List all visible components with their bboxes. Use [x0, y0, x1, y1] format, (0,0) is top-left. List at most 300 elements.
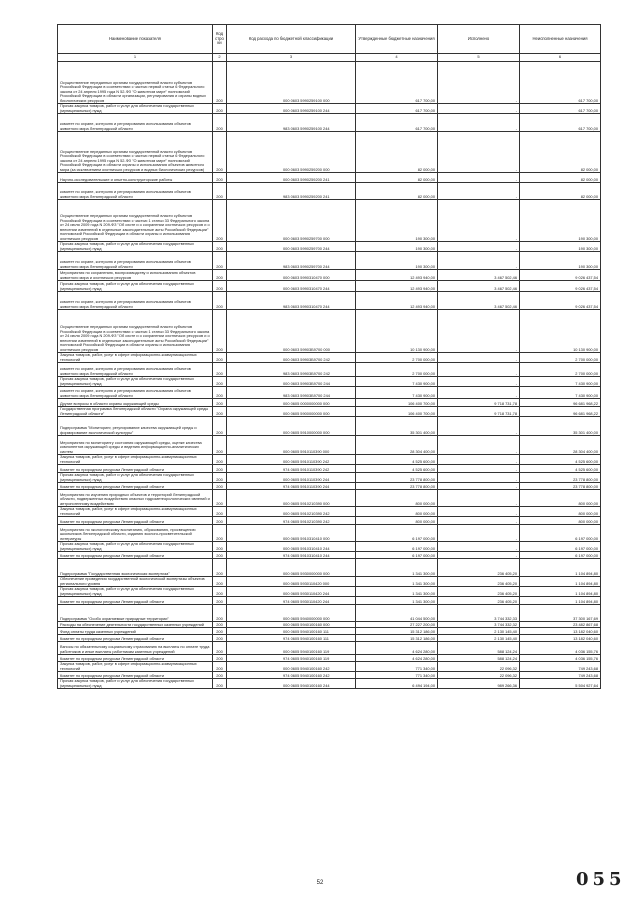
row-line-code: 200 [213, 353, 227, 363]
row-executed-amount: 989 266,36 [438, 679, 520, 689]
row-budget-code: 000 0605 5930110420 244 [227, 587, 356, 597]
column-number: 2 [213, 54, 227, 62]
row-approved-amount: 1 341 300,00 [356, 559, 438, 577]
row-budget-code: 000 0603 59903Б9700 244 [227, 377, 356, 387]
row-name: Прочая закупка товаров, работ и услуг для обеспечения государственных (муниципальных) нужд [58, 281, 213, 292]
row-unexecuted-amount: 96 681 968,22 [520, 407, 601, 417]
row-line-code: 200 [213, 655, 227, 662]
row-budget-code: 000 0605 5940000000 000 [227, 605, 356, 622]
row-budget-code: 983 0603 5990259100 244 [227, 114, 356, 132]
row-name: комитет по охране, контролю и регулированию использования объектов животного мира Ленинградской области [58, 114, 213, 132]
row-unexecuted-amount: 13 182 040,60 [520, 635, 601, 642]
row-approved-amount: 10 130 900,00 [356, 310, 438, 353]
row-executed-amount: - [438, 525, 520, 542]
row-approved-amount: 82 000,00 [356, 183, 438, 200]
row-executed-amount: 588 124,24 [438, 655, 520, 662]
row-name: Мероприятия по изучению природных объектов и территорий Ленинградской области, подверженных воздействию опасных гидрометеорологических явлений и антропогенному воздействию [58, 490, 213, 507]
row-name: Комитет по природным ресурсам Ленинградской области [58, 517, 213, 525]
table-row [58, 473, 601, 483]
row-budget-code: 974 0605 5930110420 244 [227, 597, 356, 605]
row-name: Мероприятия по мониторингу состояния окружающей среды, оценке качества компонентов окружающей среды и ведению информационно-аналитических систем [58, 436, 213, 455]
row-approved-amount: 1 341 300,00 [356, 577, 438, 587]
table-row [58, 587, 601, 597]
row-budget-code: 000 0605 5930110420 000 [227, 577, 356, 587]
row-line-code: 200 [213, 200, 227, 242]
row-budget-code: 000 0603 5990259700 000 [227, 200, 356, 242]
row-unexecuted-amount: 9 026 437,54 [520, 270, 601, 281]
row-executed-amount: - [438, 252, 520, 270]
row-executed-amount: - [438, 62, 520, 104]
row-executed-amount: - [438, 353, 520, 363]
row-budget-code: 000 0605 5900000000 000 [227, 407, 356, 417]
row-name: Обеспечение проведения государственной экологической экспертизы объектов регионального уровня [58, 577, 213, 587]
row-executed-amount: 22 096,32 [438, 662, 520, 672]
row-line-code: 200 [213, 679, 227, 689]
row-budget-code: 000 0605 5910210390 000 [227, 490, 356, 507]
table-row [58, 114, 601, 132]
table-row [58, 559, 601, 577]
row-name: Фонд оплаты труда казенных учреждений [58, 628, 213, 635]
row-budget-code: 000 0605 5910000000 000 [227, 417, 356, 436]
header-approved: Утвержденные бюджетные назначения [356, 25, 438, 54]
row-budget-code: 000 0603 59903Б9700 242 [227, 353, 356, 363]
row-unexecuted-amount: 4 036 155,76 [520, 655, 601, 662]
row-name: Прочая закупка товаров, работ и услуг для обеспечения государственных (муниципальных) нужд [58, 377, 213, 387]
row-name: Прочая закупка товаров, работ и услуг для обеспечения государственных (муниципальных) нужд [58, 679, 213, 689]
row-approved-amount: 4 525 600,00 [356, 455, 438, 465]
row-line-code: 200 [213, 310, 227, 353]
table-row [58, 104, 601, 114]
row-budget-code: 974 0605 5910210390 242 [227, 517, 356, 525]
row-executed-amount: - [438, 436, 520, 455]
row-name: комитет по охране, контролю и регулированию использования объектов животного мира Ленинградской области [58, 292, 213, 310]
row-approved-amount: 27 227 200,00 [356, 622, 438, 628]
row-line-code: 200 [213, 399, 227, 407]
row-executed-amount: 588 124,24 [438, 642, 520, 655]
row-approved-amount: 800 000,00 [356, 490, 438, 507]
table-row [58, 507, 601, 517]
table-row [58, 417, 601, 436]
row-name: Взносы по обязательному социальному страхованию на выплаты по оплате труда работников и иные выплаты работникам казенных учреждений [58, 642, 213, 655]
column-number: 6 [520, 54, 601, 62]
row-line-code: 200 [213, 173, 227, 183]
row-approved-amount: 6 197 000,00 [356, 525, 438, 542]
row-budget-code: 000 0605 5940100160 111 [227, 628, 356, 635]
row-name: Подпрограмма "Государственная экологическая экспертиза" [58, 559, 213, 577]
row-approved-amount: 7 430 900,00 [356, 377, 438, 387]
row-executed-amount: - [438, 490, 520, 507]
row-line-code: 200 [213, 387, 227, 399]
row-budget-code: 000 0603 5990259700 244 [227, 242, 356, 252]
table-row [58, 377, 601, 387]
row-budget-code: 983 0603 5990310470 244 [227, 292, 356, 310]
row-budget-code: 000 0603 5990259100 244 [227, 104, 356, 114]
table-header-row [58, 25, 601, 54]
row-name: Закупка товаров, работ, услуг в сфере информационно-коммуникационных технологий [58, 455, 213, 465]
row-name: Прочая закупка товаров, работ и услуг для обеспечения государственных (муниципальных) нужд [58, 473, 213, 483]
table-body [58, 54, 601, 689]
row-name: Осуществление переданных органам государственной власти субъектов Российской Федерации в соответствии с частью первой статьи 6 Федерального закона от 24 апреля 1995 года N 52-ФЗ "О животном мире" полномочий Российской Федерации в области организации, регулирования и охраны водных биологических ресурсов [58, 62, 213, 104]
row-budget-code: 983 0603 5990259200 241 [227, 183, 356, 200]
row-name: Прочая закупка товаров, работ и услуг для обеспечения государственных (муниципальных) нужд [58, 587, 213, 597]
table-row [58, 662, 601, 672]
table-row [58, 281, 601, 292]
row-unexecuted-amount: 6 197 000,00 [520, 542, 601, 552]
row-executed-amount: - [438, 183, 520, 200]
table-row [58, 242, 601, 252]
table-row [58, 436, 601, 455]
row-executed-amount: 3 744 332,33 [438, 605, 520, 622]
row-unexecuted-amount: 2 700 000,00 [520, 353, 601, 363]
row-budget-code: 974 0605 5910110390 242 [227, 465, 356, 473]
row-line-code: 200 [213, 628, 227, 635]
table-row [58, 292, 601, 310]
row-unexecuted-amount: 23 778 800,00 [520, 483, 601, 490]
row-executed-amount: - [438, 200, 520, 242]
row-approved-amount: 6 197 000,00 [356, 542, 438, 552]
row-line-code: 200 [213, 490, 227, 507]
row-executed-amount: - [438, 483, 520, 490]
row-executed-amount: 9 718 731,78 [438, 399, 520, 407]
row-line-code: 200 [213, 597, 227, 605]
table-row [58, 465, 601, 473]
row-approved-amount: 617 700,00 [356, 104, 438, 114]
row-name: Подпрограмма "Мониторинг, регулирование качества окружающей среды и формирование экологической культуры" [58, 417, 213, 436]
table-row [58, 525, 601, 542]
row-name: Осуществление переданных органам государственной власти субъектов Российской Федерации в соответствии с частью 1 статьи 33 Федерального закона от 24 июля 2009 года N 209-ФЗ "Об охоте и о сохранении охотничьих ресурсов и о внесении изменений в отдельные законодательные акты Российской Федерации" полномочий Российской Федерации в области охраны и использования охотничьих ресурсов [58, 200, 213, 242]
row-executed-amount: 22 096,32 [438, 672, 520, 679]
row-approved-amount: 15 312 186,00 [356, 628, 438, 635]
row-executed-amount: 236 405,20 [438, 597, 520, 605]
row-approved-amount: 41 044 500,00 [356, 605, 438, 622]
row-unexecuted-amount: 617 700,00 [520, 62, 601, 104]
row-name: Научно-исследовательские и опытно-конструкторские работы [58, 173, 213, 183]
row-budget-code: 974 0605 5910110390 244 [227, 483, 356, 490]
table-row [58, 62, 601, 104]
row-budget-code: 000 0603 5990310470 000 [227, 270, 356, 281]
column-number: 1 [58, 54, 213, 62]
row-unexecuted-amount: 800 000,00 [520, 490, 601, 507]
row-unexecuted-amount: 1 104 894,80 [520, 577, 601, 587]
row-budget-code: 000 0605 5940100160 119 [227, 642, 356, 655]
table-row [58, 517, 601, 525]
table-row [58, 483, 601, 490]
row-approved-amount: 4 624 280,00 [356, 642, 438, 655]
table-row [58, 635, 601, 642]
row-line-code: 200 [213, 517, 227, 525]
row-name: Расходы на обеспечение деятельности государственных казенных учреждений [58, 622, 213, 628]
budget-execution-table [57, 24, 601, 689]
row-unexecuted-amount: 7 430 900,00 [520, 387, 601, 399]
row-budget-code: 974 0605 5940100160 111 [227, 635, 356, 642]
row-line-code: 200 [213, 525, 227, 542]
row-unexecuted-amount: 96 681 968,22 [520, 399, 601, 407]
row-unexecuted-amount: 9 026 437,54 [520, 281, 601, 292]
row-unexecuted-amount: 2 700 000,00 [520, 363, 601, 377]
table-row [58, 672, 601, 679]
header-unexecuted: Неисполненные назначения [520, 25, 601, 54]
row-name: Осуществление переданных органам государственной власти субъектов Российской Федерации в соответствии с частью первой статьи 6 Федерального закона от 24 апреля 1995 года N 52-ФЗ "О животном мире" полномочий Российской Федерации в области охраны и использования объектов животного мира (за исключением охотничьих ресурсов и водных биологических ресурсов) [58, 132, 213, 173]
row-budget-code: 000 0605 5940100160 000 [227, 622, 356, 628]
row-name: Осуществление переданных органам государственной власти субъектов Российской Федерации в соответствии с частью 1 статьи 33 Федерального закона от 24 июля 2009 года N 209-ФЗ "Об охоте и о сохранении охотничьих ресурсов и о внесении изменений в отдельные законодательные акты Российской Федерации" полномочий Российской Федерации в области охраны и использования охотничьих ресурсов [58, 310, 213, 353]
table-row [58, 455, 601, 465]
table-row [58, 387, 601, 399]
row-budget-code: 000 0605 5910210390 242 [227, 507, 356, 517]
table-row [58, 399, 601, 407]
row-name: Комитет по природным ресурсам Ленинградской области [58, 483, 213, 490]
row-approved-amount: 15 312 186,00 [356, 635, 438, 642]
row-line-code: 200 [213, 559, 227, 577]
header-line-code: Код стро ки [213, 25, 227, 54]
row-unexecuted-amount: 28 304 400,00 [520, 436, 601, 455]
row-budget-code: 000 0603 5990259100 000 [227, 62, 356, 104]
row-unexecuted-amount: 190 300,00 [520, 200, 601, 242]
table-row [58, 183, 601, 200]
row-executed-amount: - [438, 377, 520, 387]
row-name: комитет по охране, контролю и регулированию использования объектов животного мира Ленинградской области [58, 387, 213, 399]
row-name: Закупка товаров, работ, услуг в сфере информационно-коммуникационных технологий [58, 662, 213, 672]
row-budget-code: 983 0603 5990259700 244 [227, 252, 356, 270]
header-name: Наименование показателя [58, 25, 213, 54]
row-name: Комитет по природным ресурсам Ленинградской области [58, 465, 213, 473]
row-budget-code: 000 0605 5910110390 244 [227, 473, 356, 483]
row-executed-amount: - [438, 363, 520, 377]
row-unexecuted-amount: 1 104 894,80 [520, 597, 601, 605]
row-line-code: 200 [213, 377, 227, 387]
row-approved-amount: 771 340,00 [356, 662, 438, 672]
row-name: комитет по охране, контролю и регулированию использования объектов животного мира Ленинградской области [58, 183, 213, 200]
row-approved-amount: 12 493 940,00 [356, 270, 438, 281]
row-name: Комитет по природным ресурсам Ленинградской области [58, 597, 213, 605]
column-number: 5 [438, 54, 520, 62]
row-unexecuted-amount: 6 197 000,00 [520, 552, 601, 559]
row-unexecuted-amount: 190 300,00 [520, 242, 601, 252]
row-name: Комитет по природным ресурсам Ленинградской области [58, 655, 213, 662]
row-approved-amount: 800 000,00 [356, 517, 438, 525]
row-name: Мероприятия по экологическому воспитанию, образованию, просвещению школьников Ленинградской области, изданию эколого-просветительской литературы [58, 525, 213, 542]
row-budget-code: 983 0603 59903Б9700 244 [227, 387, 356, 399]
row-line-code: 200 [213, 455, 227, 465]
row-unexecuted-amount: 4 525 600,00 [520, 465, 601, 473]
row-approved-amount: 82 000,00 [356, 173, 438, 183]
row-unexecuted-amount: 10 130 900,00 [520, 310, 601, 353]
row-unexecuted-amount: 4 525 600,00 [520, 455, 601, 465]
row-name: Прочая закупка товаров, работ и услуг для обеспечения государственных (муниципальных) нужд [58, 542, 213, 552]
table-row [58, 200, 601, 242]
row-approved-amount: 6 197 000,00 [356, 552, 438, 559]
column-number: 4 [356, 54, 438, 62]
row-line-code: 200 [213, 281, 227, 292]
table-row [58, 363, 601, 377]
row-executed-amount: 3 467 502,46 [438, 270, 520, 281]
row-approved-amount: 2 700 000,00 [356, 353, 438, 363]
row-executed-amount: - [438, 465, 520, 473]
row-line-code: 200 [213, 662, 227, 672]
row-unexecuted-amount: 6 197 000,00 [520, 525, 601, 542]
row-budget-code: 983 0603 59903Б9700 242 [227, 363, 356, 377]
row-approved-amount: 617 700,00 [356, 114, 438, 132]
row-budget-code: 000 0605 5940100160 244 [227, 679, 356, 689]
row-name: Другие вопросы в области охраны окружающей среды [58, 399, 213, 407]
table-row [58, 628, 601, 635]
row-line-code: 200 [213, 417, 227, 436]
row-budget-code: 000 0603 5990259200 000 [227, 132, 356, 173]
row-line-code: 200 [213, 292, 227, 310]
table-row [58, 605, 601, 622]
table-row [58, 542, 601, 552]
row-line-code: 200 [213, 132, 227, 173]
row-budget-code: 000 0603 5990310470 244 [227, 281, 356, 292]
row-approved-amount: 106 400 700,00 [356, 399, 438, 407]
row-executed-amount: - [438, 542, 520, 552]
row-unexecuted-amount: 82 000,00 [520, 173, 601, 183]
row-name: комитет по охране, контролю и регулированию использования объектов животного мира Ленинградской области [58, 363, 213, 377]
row-executed-amount: - [438, 552, 520, 559]
row-line-code: 200 [213, 507, 227, 517]
row-executed-amount: - [438, 242, 520, 252]
row-approved-amount: 2 700 000,00 [356, 363, 438, 377]
row-budget-code: 974 0605 5910310410 244 [227, 552, 356, 559]
row-name: Прочая закупка товаров, работ и услуг для обеспечения государственных (муниципальных) нужд [58, 242, 213, 252]
row-approved-amount: 23 778 800,00 [356, 473, 438, 483]
row-executed-amount: - [438, 417, 520, 436]
row-executed-amount: 236 405,20 [438, 587, 520, 597]
table-row [58, 552, 601, 559]
row-approved-amount: 1 341 300,00 [356, 587, 438, 597]
row-budget-code: 000 0603 59903Б9700 000 [227, 310, 356, 353]
row-approved-amount: 4 624 280,00 [356, 655, 438, 662]
table-row [58, 310, 601, 353]
table-row [58, 173, 601, 183]
row-executed-amount: - [438, 173, 520, 183]
row-line-code: 200 [213, 605, 227, 622]
row-unexecuted-amount: 35 301 400,00 [520, 417, 601, 436]
row-line-code: 200 [213, 183, 227, 200]
row-executed-amount: - [438, 455, 520, 465]
table-row [58, 679, 601, 689]
table-row [58, 252, 601, 270]
row-line-code: 200 [213, 242, 227, 252]
row-approved-amount: 7 430 900,00 [356, 387, 438, 399]
row-executed-amount: - [438, 517, 520, 525]
row-line-code: 200 [213, 270, 227, 281]
row-approved-amount: 82 000,00 [356, 132, 438, 173]
row-executed-amount: 3 467 502,46 [438, 292, 520, 310]
row-line-code: 200 [213, 465, 227, 473]
row-name: Комитет по природным ресурсам Ленинградской области [58, 672, 213, 679]
row-unexecuted-amount: 37 300 167,69 [520, 605, 601, 622]
row-executed-amount: - [438, 473, 520, 483]
row-line-code: 200 [213, 483, 227, 490]
table-row [58, 597, 601, 605]
row-unexecuted-amount: 23 482 867,68 [520, 622, 601, 628]
row-budget-code: 000 0605 5940100160 242 [227, 662, 356, 672]
row-executed-amount: - [438, 310, 520, 353]
row-approved-amount: 23 778 800,00 [356, 483, 438, 490]
row-line-code: 200 [213, 635, 227, 642]
row-executed-amount: - [438, 132, 520, 173]
row-line-code: 200 [213, 363, 227, 377]
row-executed-amount: 236 405,20 [438, 577, 520, 587]
row-unexecuted-amount: 1 104 894,80 [520, 559, 601, 577]
row-approved-amount: 12 493 940,00 [356, 292, 438, 310]
row-line-code: 200 [213, 577, 227, 587]
row-unexecuted-amount: 5 504 927,64 [520, 679, 601, 689]
row-unexecuted-amount: 13 182 040,60 [520, 628, 601, 635]
row-name: комитет по охране, контролю и регулированию использования объектов животного мира Ленинградской области [58, 252, 213, 270]
row-approved-amount: 4 525 600,00 [356, 465, 438, 473]
row-name: Прочая закупка товаров, работ и услуг для обеспечения государственных (муниципальных) нужд [58, 104, 213, 114]
row-line-code: 200 [213, 642, 227, 655]
row-executed-amount: - [438, 387, 520, 399]
row-budget-code: 974 0605 5940100160 242 [227, 672, 356, 679]
row-line-code: 200 [213, 587, 227, 597]
table-row [58, 407, 601, 417]
row-executed-amount: 3 744 332,32 [438, 622, 520, 628]
row-approved-amount: 771 340,00 [356, 672, 438, 679]
row-budget-code: 000 0605 5910110390 000 [227, 436, 356, 455]
row-budget-code: 000 0605 5910110390 242 [227, 455, 356, 465]
row-line-code: 200 [213, 62, 227, 104]
row-executed-amount: 2 130 145,40 [438, 628, 520, 635]
archive-stamp-number: 055 [576, 869, 626, 890]
row-approved-amount: 35 301 400,00 [356, 417, 438, 436]
report-sheet [57, 24, 600, 689]
row-name: Государственная программа Ленинградской области "Охрана окружающей среды Ленинградской области" [58, 407, 213, 417]
row-executed-amount: - [438, 104, 520, 114]
row-line-code: 200 [213, 542, 227, 552]
row-unexecuted-amount: 23 778 800,00 [520, 473, 601, 483]
row-executed-amount: - [438, 507, 520, 517]
row-unexecuted-amount: 800 000,00 [520, 517, 601, 525]
row-executed-amount: 236 405,20 [438, 559, 520, 577]
row-name: Подпрограмма "Особо охраняемые природные территории" [58, 605, 213, 622]
row-budget-code: 000 0605 0000000000 000 [227, 399, 356, 407]
row-unexecuted-amount: 82 000,00 [520, 183, 601, 200]
row-budget-code: 000 0605 5930000000 000 [227, 559, 356, 577]
row-approved-amount: 12 493 940,00 [356, 281, 438, 292]
table-row [58, 577, 601, 587]
page-number: 52 [316, 880, 324, 886]
row-budget-code: 000 0603 5990259200 241 [227, 173, 356, 183]
row-line-code: 200 [213, 552, 227, 559]
row-approved-amount: 106 400 700,00 [356, 407, 438, 417]
row-line-code: 200 [213, 672, 227, 679]
row-approved-amount: 1 341 300,00 [356, 597, 438, 605]
column-number-row [58, 54, 601, 62]
row-line-code: 200 [213, 252, 227, 270]
row-approved-amount: 6 494 194,00 [356, 679, 438, 689]
row-approved-amount: 190 300,00 [356, 242, 438, 252]
header-budget-code: Код расхода по бюджетной классификации [227, 25, 356, 54]
row-unexecuted-amount: 4 036 155,76 [520, 642, 601, 655]
row-unexecuted-amount: 82 000,00 [520, 132, 601, 173]
row-unexecuted-amount: 749 243,68 [520, 672, 601, 679]
row-unexecuted-amount: 7 430 900,00 [520, 377, 601, 387]
row-line-code: 200 [213, 436, 227, 455]
row-name: Комитет по природным ресурсам Ленинградской области [58, 635, 213, 642]
row-executed-amount: 2 130 145,40 [438, 635, 520, 642]
row-line-code: 200 [213, 114, 227, 132]
row-executed-amount: 9 718 731,78 [438, 407, 520, 417]
header-executed: Исполнено [438, 25, 520, 54]
row-budget-code: 974 0605 5940100160 119 [227, 655, 356, 662]
table-row [58, 132, 601, 173]
row-executed-amount: - [438, 114, 520, 132]
row-budget-code: 000 0605 5910310410 244 [227, 542, 356, 552]
row-name: Закупка товаров, работ, услуг в сфере информационно-коммуникационных технологий [58, 507, 213, 517]
row-unexecuted-amount: 1 104 894,80 [520, 587, 601, 597]
